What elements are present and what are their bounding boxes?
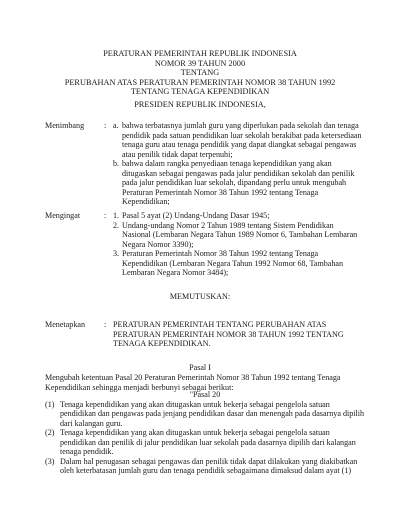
pasal-20-section <box>45 390 365 476</box>
item-marker: (2) <box>45 428 55 437</box>
item-text: bahwa terbatasnya jumlah guru yang diperlukan pada sekolah dan tenaga pendidik pada satuan pendidikan luar sekolah berakibat pada ketersediaan tenaga guru atau tenaga pendidik yang dapat diangkat sebagai pengawas atau penilik tidak dapat terpenuhi; <box>122 121 362 159</box>
item-text: Tenaga kependidikan yang akan ditugaskan untuk bekerja sebagai pengelola satuan pendidikan dan pengawas pada jenjang pendidikan dasar dan menengah pada dasarnya dipilih dari kalangan guru. <box>60 399 365 428</box>
item-marker: b. <box>113 159 120 168</box>
item-text: Pasal 5 ayat (2) Undang-Undang Dasar 1945; <box>122 211 270 220</box>
pasal-1-intro: Mengubah ketentuan Pasal 20 Peraturan Pemerintah Nomor 38 Tahun 1992 tentang Tenaga Kependidikan sehingga menjadi berbunyi sebagai berikut: <box>45 373 341 392</box>
pasal-20-item-3 <box>45 457 365 476</box>
mengingat-item-1 <box>113 211 363 221</box>
item-text: bahwa dalam rangka penyediaan tenaga kependidikan yang akan ditugaskan sebagai pengawas pada jalur pendidikan sekolah dan penilik pada jalur pendidikan luar sekolah, dipandang perlu untuk mengubah Peraturan Pemerintah Nomor 38 Tahun 1992 tentang Tenaga Kependidikan; <box>122 159 355 206</box>
mengingat-colon: : <box>104 211 107 220</box>
mengingat-items <box>113 211 363 278</box>
item-marker: a. <box>113 121 119 130</box>
item-marker: 2. <box>113 220 120 230</box>
pasal-20-item-1 <box>45 400 365 429</box>
menetapkan-colon: : <box>104 320 107 329</box>
item-text: Undang-undang Nomor 2 Tahun 1989 tentang Sistem Pendidikan Nasional (Lembaran Negara Tahun 1989 Nomor 6, Tambahan Lembaran Negara Nomor 3390); <box>122 220 358 249</box>
item-text: Tenaga kependidikan yang akan ditugaskan untuk bekerja sebagai pengelola satuan pendidikan dan penilik di jalur pendidikan luar sekolah pada dasarnya dipilih dari kalangan tenaga pendidik. <box>60 428 356 456</box>
header-line-1: PERATURAN PEMERINTAH REPUBLIK INDONESIA <box>103 49 297 58</box>
header-line-4: PERUBAHAN ATAS PERATURAN PEMERINTAH NOMOR 38 TAHUN 1992 <box>64 77 336 87</box>
menimbang-colon: : <box>104 121 107 130</box>
menimbang-label: Menimbang <box>45 121 85 130</box>
header-line-3: TENTANG <box>180 68 220 78</box>
pasal-20-title: "Pasal 20 <box>189 390 221 399</box>
item-marker: 1. <box>113 211 120 220</box>
pasal-1-title: Pasal I <box>189 363 211 372</box>
menimbang-items <box>113 121 363 207</box>
item-text: Dalam hal penugasan sebagai pengawas dan penilik tidak dapat dilakukan yang diakibatkan oleh keterbatasan jumlah guru dan tenaga pendidik sebagaimana dimaksud dalam ayat (1) <box>60 456 358 475</box>
menetapkan-label: Menetapkan <box>45 320 86 329</box>
mengingat-item-3 <box>113 249 363 278</box>
president-heading: PRESIDEN REPUBLIK INDONESIA, <box>134 100 266 109</box>
memutuskan-heading: MEMUTUSKAN: <box>169 292 231 301</box>
item-marker: 3. <box>113 249 120 258</box>
item-marker: (1) <box>45 399 55 409</box>
header-line-2: NOMOR 39 TAHUN 2000 <box>154 58 246 68</box>
menimbang-item-b <box>113 159 363 207</box>
menetapkan-text: PERATURAN PEMERINTAH TENTANG PERUBAHAN ATAS PERATURAN PEMERINTAH NOMOR 38 TAHUN 1992 TENTANG TENAGA KEPENDIDIKAN. <box>113 320 344 348</box>
item-text: Peraturan Pemerintah Nomor 38 Tahun 1992 tentang Tenaga Kependidikan (Lembaran Negara Tahun 1992 Nomor 68, Tambahan Lembaran Negara Nomor 3484); <box>122 249 344 277</box>
item-marker: (3) <box>45 456 55 466</box>
menimbang-item-a <box>113 121 363 159</box>
document-header <box>0 49 400 97</box>
mengingat-label: Mengingat <box>45 211 81 220</box>
mengingat-item-2 <box>113 221 363 250</box>
header-line-5: TENTANG TENAGA KEPENDIDIKAN <box>130 87 270 97</box>
pasal-20-item-2 <box>45 428 365 457</box>
